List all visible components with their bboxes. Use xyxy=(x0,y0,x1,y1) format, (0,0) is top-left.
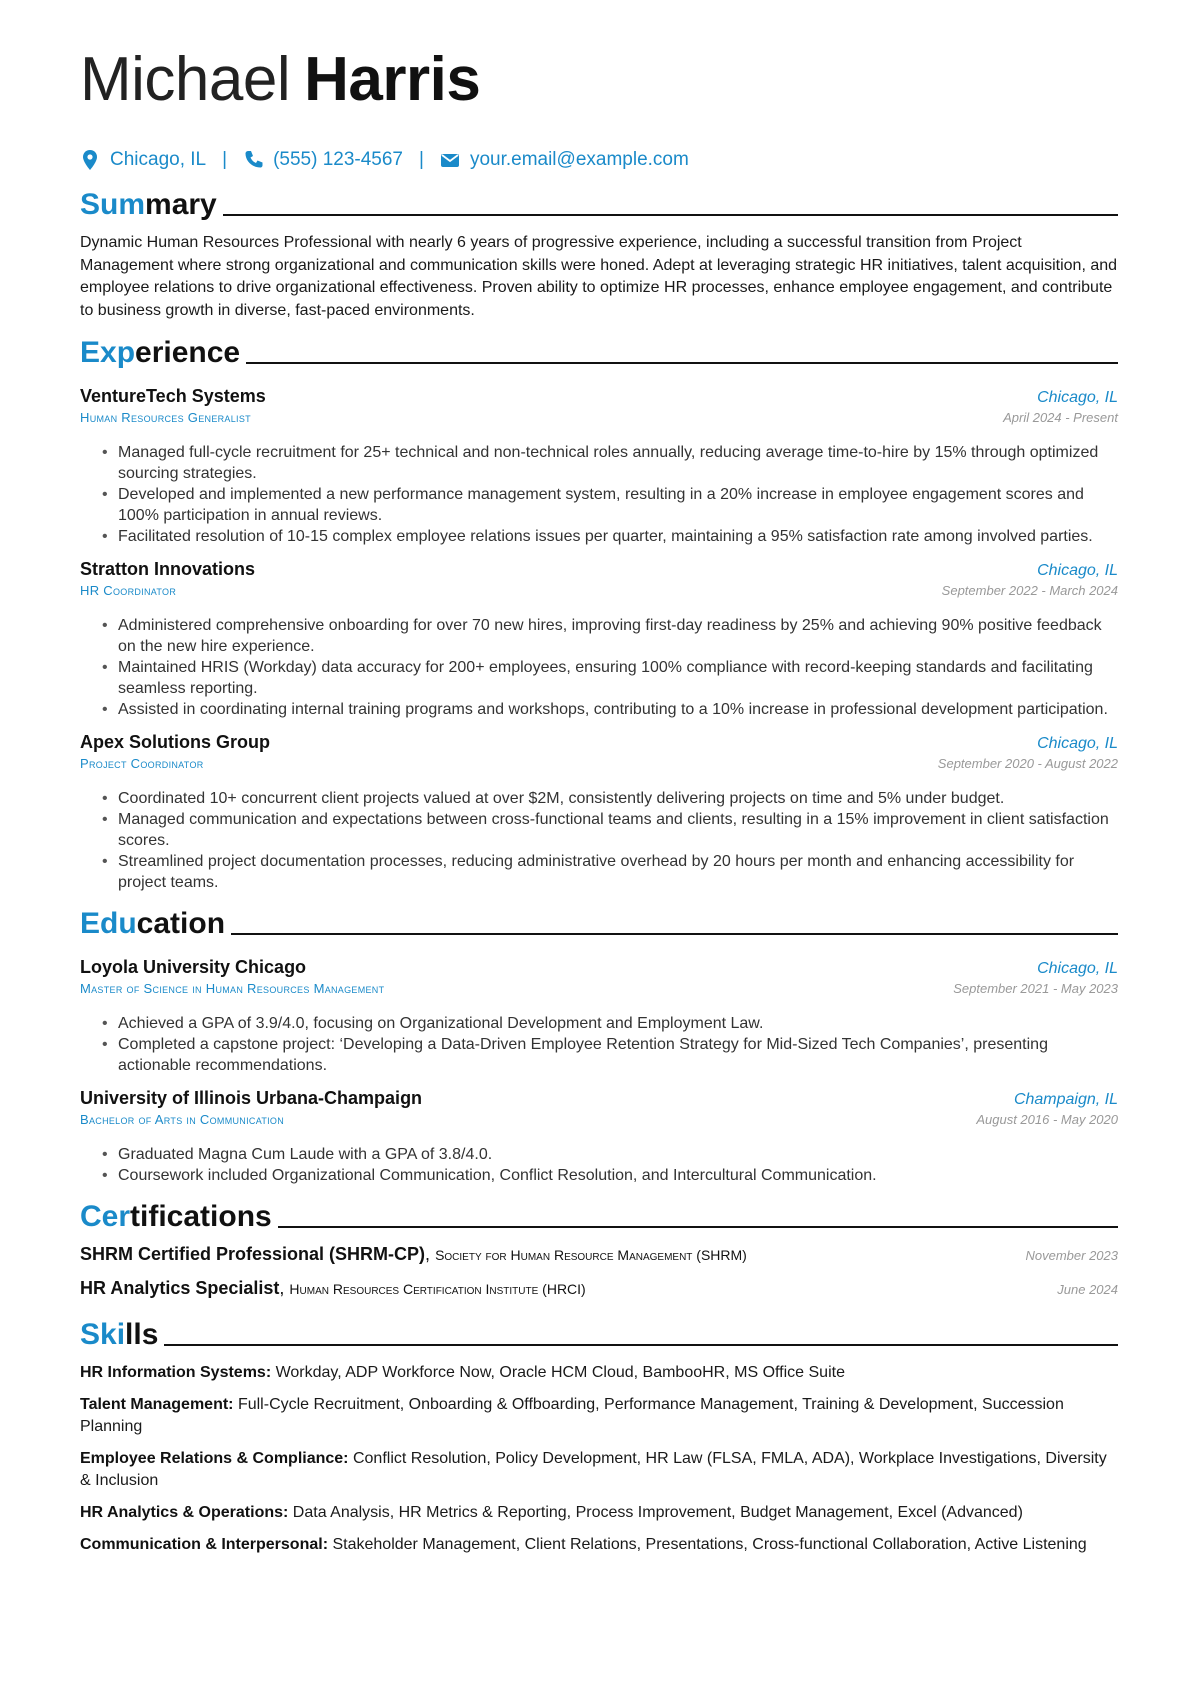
section-title xyxy=(80,334,240,372)
experience-list xyxy=(80,386,1118,893)
skills-heading xyxy=(80,1316,1118,1354)
title-rest: cation xyxy=(136,907,226,940)
skill-values: Full-Cycle Recruitment, Onboarding & Offboarding, Performance Management, Training & Development, Succession Planning xyxy=(80,1396,1064,1435)
title-rest: tifications xyxy=(130,1200,272,1233)
education-entry xyxy=(80,957,1118,1076)
entry-date: September 2020 - August 2022 xyxy=(937,756,1118,771)
skill-row xyxy=(80,1502,1118,1524)
skill-category: HR Information Systems: xyxy=(80,1364,272,1381)
skill-row xyxy=(80,1534,1118,1556)
contact-line xyxy=(80,146,1118,174)
candidate-name xyxy=(80,40,1118,120)
experience-entry xyxy=(80,386,1118,547)
entry-location: Chicago, IL xyxy=(1037,562,1118,579)
education-entry xyxy=(80,1088,1118,1186)
title-accent: Ski xyxy=(80,1318,126,1351)
degree: Master of Science in Human Resources Management xyxy=(80,981,385,996)
education-list xyxy=(80,957,1118,1186)
title-rest: mary xyxy=(145,188,217,221)
bullet-item: • Developed and implemented a new performance management system, resulting in a 20% increase in employee engagement scores and 100% participation in annual reviews. xyxy=(118,484,1118,526)
job-title: HR Coordinator xyxy=(80,583,177,598)
skill-values: Workday, ADP Workforce Now, Oracle HCM Cloud, BambooHR, MS Office Suite xyxy=(275,1364,845,1381)
section-rule xyxy=(246,362,1118,364)
bullet-item: • Facilitated resolution of 10-15 complex employee relations issues per quarter, maintaining a 95% satisfaction rate among involved parties. xyxy=(118,526,1118,547)
certifications-heading xyxy=(80,1198,1118,1236)
section-rule xyxy=(231,933,1118,935)
location-text: Chicago, IL xyxy=(110,149,207,170)
job-title: Project Coordinator xyxy=(80,756,204,771)
entry-location: Champaign, IL xyxy=(1013,1091,1118,1108)
contact-separator: | xyxy=(222,149,228,170)
bullet-item: • Managed full-cycle recruitment for 25+ technical and non-technical roles annually, reducing average time-to-hire by 15% through optimized sourcing strategies. xyxy=(118,442,1118,484)
skill-values: Conflict Resolution, Policy Development, HR Law (FLSA, FMLA, ADA), Workplace Investigations, Diversity & Inclusion xyxy=(80,1450,1107,1489)
skill-row xyxy=(80,1362,1118,1384)
entry-date: September 2021 - May 2023 xyxy=(953,981,1118,996)
certification-list xyxy=(80,1244,1118,1312)
section-rule xyxy=(223,214,1118,216)
skill-category: HR Analytics & Operations: xyxy=(80,1504,289,1521)
location-item xyxy=(80,149,206,171)
skill-values: Data Analysis, HR Metrics & Reporting, Process Improvement, Budget Management, Excel (Advanced) xyxy=(292,1504,1023,1521)
section-rule xyxy=(164,1344,1118,1346)
skill-row xyxy=(80,1394,1118,1438)
bullet-item: • Streamlined project documentation processes, reducing administrative overhead by 20 hours per month and enhancing accessibility for project teams. xyxy=(118,851,1118,893)
section-title xyxy=(80,1316,158,1354)
certification-date: November 2023 xyxy=(1025,1248,1118,1263)
certification-issuer: Human Resources Certification Institute (HRCI) xyxy=(289,1281,586,1297)
title-accent: Exp xyxy=(80,336,136,369)
skills-list xyxy=(80,1362,1118,1556)
bullet-item: • Administered comprehensive onboarding for over 70 new hires, improving first-day readiness by 25% and achieving 90% positive feedback on the new hire experience. xyxy=(118,615,1118,657)
skill-category: Communication & Interpersonal: xyxy=(80,1536,329,1553)
section-rule xyxy=(278,1226,1118,1228)
employer-name: VentureTech Systems xyxy=(80,386,266,406)
bullet-list xyxy=(80,1013,1118,1076)
certification-item: HR Analytics Specialist, Human Resources Certification Institute (HRCI) June 2024 xyxy=(80,1278,1118,1298)
skill-category: Employee Relations & Compliance: xyxy=(80,1450,349,1467)
bullet-list xyxy=(80,615,1118,720)
certification-name: SHRM Certified Professional (SHRM-CP) xyxy=(80,1244,426,1264)
bullet-item: • Assisted in coordinating internal training programs and workshops, contributing to a 10% increase in professional development participation. xyxy=(118,699,1118,720)
employer-name: Stratton Innovations xyxy=(80,559,255,579)
bullet-list xyxy=(80,788,1118,893)
skill-row xyxy=(80,1448,1118,1492)
first-name: Michael xyxy=(80,45,291,114)
experience-entry xyxy=(80,559,1118,720)
entry-date: April 2024 - Present xyxy=(1003,410,1118,425)
bullet-item: • Coursework included Organizational Communication, Conflict Resolution, and Intercultural Communication. xyxy=(118,1165,1118,1186)
entry-location: Chicago, IL xyxy=(1037,389,1118,406)
education-heading xyxy=(80,905,1118,943)
envelope-icon xyxy=(440,149,460,171)
job-title: Human Resources Generalist xyxy=(80,410,251,425)
section-title xyxy=(80,1198,272,1236)
phone-icon xyxy=(243,149,263,171)
summary-text: Dynamic Human Resources Professional with nearly 6 years of progressive experience, including a successful transition from Project Management where strong organizational and communication skills were honed. Adept at leveraging strategic HR initiatives, talent acquisition, and employee relations to drive organizational effectiveness. Proven ability to optimize HR processes, enhance employee engagement, and contribute to business growth in diverse, fast-paced environments. xyxy=(80,234,1118,319)
bullet-list xyxy=(80,1144,1118,1186)
title-rest: erience xyxy=(135,336,241,369)
school-name: Loyola University Chicago xyxy=(80,957,307,977)
entry-date: August 2016 - May 2020 xyxy=(976,1112,1118,1127)
skill-values: Stakeholder Management, Client Relations, Presentations, Cross-functional Collaboration, Active Listening xyxy=(332,1536,1087,1553)
certification-issuer: Society for Human Resource Management (SHRM) xyxy=(435,1247,747,1263)
section-title xyxy=(80,905,225,943)
certification-date: June 2024 xyxy=(1057,1282,1118,1297)
section-title xyxy=(80,186,217,224)
phone-text: (555) 123-4567 xyxy=(273,149,403,170)
resume-page xyxy=(80,40,1118,1556)
bullet-item: • Coordinated 10+ concurrent client projects valued at over $2M, consistently delivering projects on time and 5% under budget. xyxy=(118,788,1118,809)
skill-category: Talent Management: xyxy=(80,1396,234,1413)
employer-name: Apex Solutions Group xyxy=(80,732,271,752)
degree: Bachelor of Arts in Communication xyxy=(80,1112,285,1127)
summary-heading xyxy=(80,186,1118,224)
contact-separator: | xyxy=(419,149,424,170)
title-rest: lls xyxy=(125,1318,159,1351)
bullet-item: • Achieved a GPA of 3.9/4.0, focusing on Organizational Development and Employment Law. xyxy=(118,1013,1118,1034)
certification-item: SHRM Certified Professional (SHRM-CP), Society for Human Resource Management (SHRM) November 2023 xyxy=(80,1244,1118,1264)
bullet-item: • Completed a capstone project: ‘Developing a Data-Driven Employee Retention Strategy for Mid-Sized Tech Companies’, presenting actionable recommendations. xyxy=(118,1034,1118,1076)
bullet-item: • Graduated Magna Cum Laude with a GPA of 3.8/4.0. xyxy=(118,1144,1118,1165)
entry-location: Chicago, IL xyxy=(1037,960,1118,977)
school-name: University of Illinois Urbana-Champaign xyxy=(80,1088,423,1108)
entry-location: Chicago, IL xyxy=(1037,735,1118,752)
bullet-item: • Managed communication and expectations between cross-functional teams and clients, resulting in a 15% improvement in client satisfaction scores. xyxy=(118,809,1118,851)
bullet-list xyxy=(80,442,1118,547)
experience-heading xyxy=(80,334,1118,372)
map-pin-icon xyxy=(80,149,100,171)
title-accent: Cer xyxy=(80,1200,131,1233)
phone-item xyxy=(243,149,403,171)
email-link[interactable]: your.email@example.com xyxy=(469,149,689,170)
entry-date: September 2022 - March 2024 xyxy=(941,583,1118,598)
last-name: Harris xyxy=(304,45,481,114)
email-item[interactable] xyxy=(440,149,689,171)
title-accent: Edu xyxy=(80,907,137,940)
title-accent: Sum xyxy=(80,188,146,221)
bullet-item: • Maintained HRIS (Workday) data accuracy for 200+ employees, ensuring 100% compliance with record-keeping standards and facilitating seamless reporting. xyxy=(118,657,1118,699)
certification-name: HR Analytics Specialist xyxy=(80,1278,280,1298)
experience-entry xyxy=(80,732,1118,893)
